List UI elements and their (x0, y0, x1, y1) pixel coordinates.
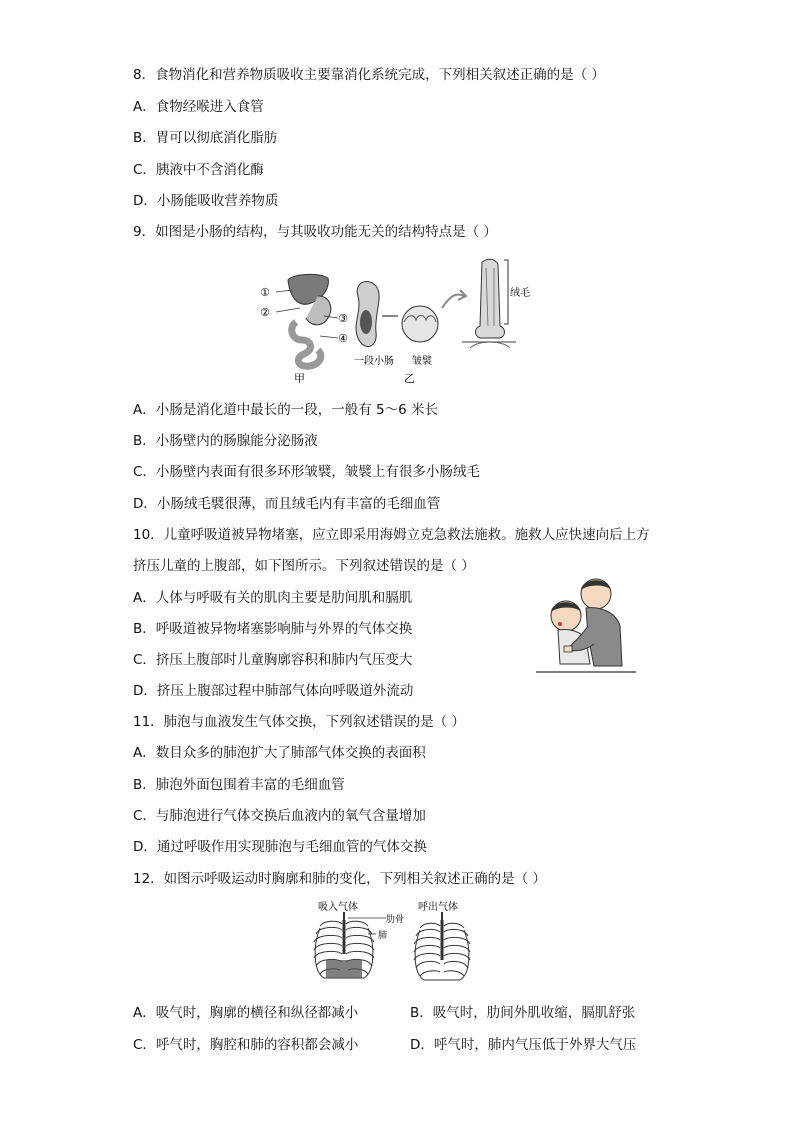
q12-option-b: B．吸气时，肋间外肌收缩，膈肌舒张 (410, 1005, 636, 1021)
q9-small-intestine-figure (258, 256, 538, 386)
arrow-2 (442, 295, 464, 309)
q12-option-a: A．吸气时，胸廓的横径和纵径都减小 (133, 1005, 359, 1021)
diaphragm-inhale (326, 960, 362, 978)
q11-option-b: B．肺泡外面包围着丰富的毛细血管 (133, 777, 345, 793)
q10-stem-line2: 挤压儿童的上腹部，如下图所示。下列叙述错误的是（ ） (133, 558, 475, 574)
q8-option-b: B．胃可以彻底消化脂肪 (133, 130, 278, 146)
fold-label: 皱襞 (412, 356, 432, 367)
q9-option-d: D．小肠绒毛襞很薄，而且绒毛内有丰富的毛细血管 (133, 496, 441, 512)
q10-stem-line1: 10．儿童呼吸道被异物堵塞，应立即采用海姆立克急救法施救。施救人应快速向后上方 (133, 527, 650, 543)
q9-option-a: A．小肠是消化道中最长的一段，一般有 5～6 米长 (133, 402, 438, 418)
inhale-label: 吸入气体 (318, 902, 358, 913)
intestine-coils (292, 322, 321, 366)
q12-option-d: D．呼气时，肺内气压低于外界大气压 (410, 1037, 637, 1053)
villus-label: 绒毛 (510, 288, 530, 299)
q9-option-c: C．小肠壁内表面有很多环形皱襞，皱襞上有很多小肠绒毛 (133, 464, 480, 480)
q11-stem: 11．肺泡与血液发生气体交换，下列叙述错误的是（ ） (133, 714, 465, 730)
q8-option-c: C．胰液中不含消化酶 (133, 162, 264, 178)
q8-option-d: D．小肠能吸收营养物质 (133, 193, 279, 209)
figure-yi-label: 乙 (404, 372, 415, 385)
label-3: ③ (338, 312, 348, 325)
q11-option-a: A．数目众多的肺泡扩大了肺部气体交换的表面积 (133, 745, 426, 761)
segment-label: 一段小肠 (354, 356, 394, 367)
villus-bracket (504, 260, 508, 324)
q12-option-c: C．呼气时，胸腔和肺的容积都会减小 (133, 1037, 359, 1053)
fold-magnified-circle (402, 306, 438, 342)
exhale-label: 呼出气体 (418, 902, 458, 913)
q10-heimlich-figure (536, 566, 636, 678)
q12-breathing-figure (306, 898, 486, 992)
q9-option-b: B．小肠壁内的肠腺能分泌肠液 (133, 433, 318, 449)
q10-option-a: A．人体与呼吸有关的肌肉主要是肋间肌和膈肌 (133, 590, 413, 606)
q10-option-d: D．挤压上腹部过程中肺部气体向呼吸道外流动 (133, 683, 414, 699)
label-2: ② (260, 306, 270, 319)
ribcage-exhale (414, 912, 470, 980)
q10-option-c: C．挤压上腹部时儿童胸廓容积和肺内气压变大 (133, 652, 413, 668)
q8-option-a: A．食物经喉进入食管 (133, 99, 264, 115)
q8-stem: 8．食物消化和营养物质吸收主要靠消化系统完成，下列相关叙述正确的是（ ） (133, 67, 605, 83)
label-4: ④ (338, 332, 348, 345)
q11-option-c: C．与肺泡进行气体交换后血液内的氧气含量增加 (133, 808, 426, 824)
q11-option-d: D．通过呼吸作用实现肺泡与毛细血管的气体交换 (133, 839, 427, 855)
lung-label: 肺 (378, 931, 388, 941)
label-1: ① (260, 286, 270, 299)
villus-shape (476, 259, 505, 338)
q12-stem: 12．如图示呼吸运动时胸廓和肺的变化，下列相关叙述正确的是（ ） (133, 871, 546, 887)
q9-stem: 9．如图是小肠的结构，与其吸收功能无关的结构特点是（ ） (133, 224, 497, 240)
figure-jia-label: 甲 (294, 372, 305, 385)
q10-option-b: B．呼吸道被异物堵塞影响肺与外界的气体交换 (133, 621, 413, 637)
rib-label: 肋骨 (386, 915, 405, 925)
